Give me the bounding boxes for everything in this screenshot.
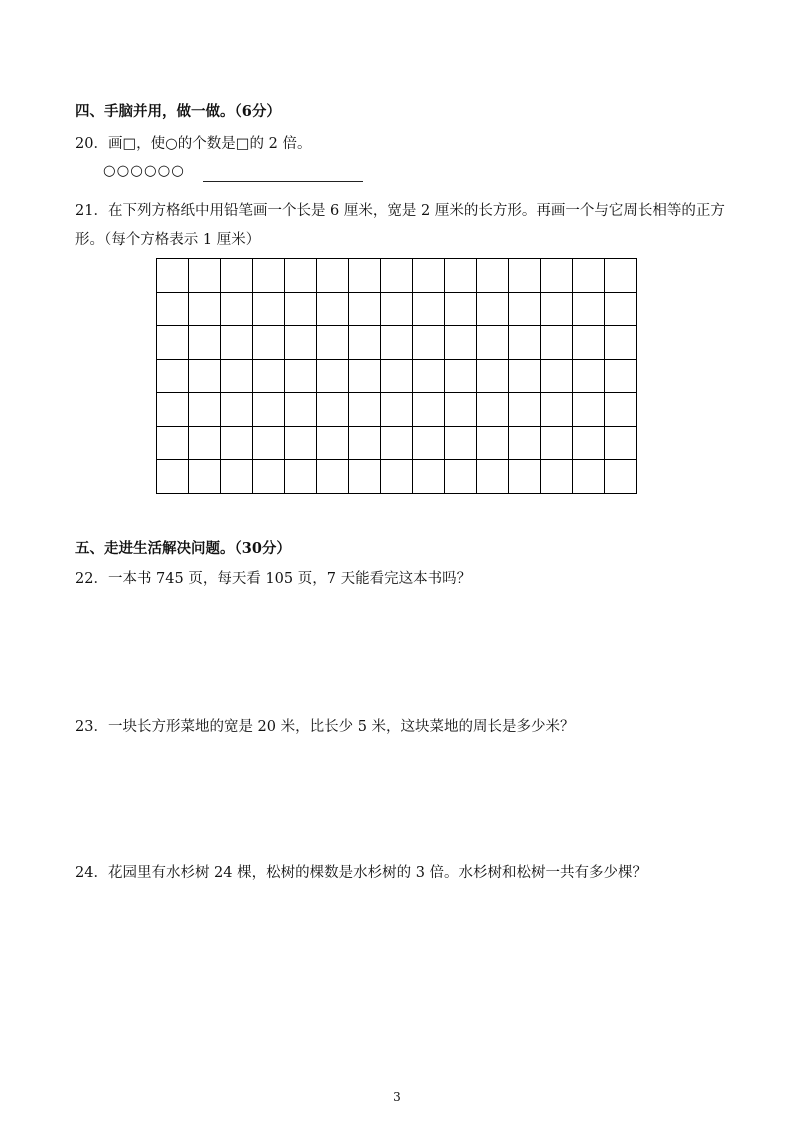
grid-cell[interactable] <box>253 259 285 293</box>
grid-cell[interactable] <box>157 460 189 494</box>
grid-cell[interactable] <box>605 393 637 427</box>
grid-cell[interactable] <box>381 326 413 360</box>
grid-cell[interactable] <box>509 393 541 427</box>
grid-cell[interactable] <box>413 259 445 293</box>
grid-cell[interactable] <box>189 460 221 494</box>
grid-cell[interactable] <box>221 360 253 394</box>
grid-cell[interactable] <box>189 427 221 461</box>
grid-cell[interactable] <box>285 393 317 427</box>
grid-cell[interactable] <box>573 427 605 461</box>
grid-cell[interactable] <box>285 293 317 327</box>
grid-cell[interactable] <box>221 427 253 461</box>
grid-cell[interactable] <box>605 427 637 461</box>
grid-cell[interactable] <box>605 259 637 293</box>
grid-cell[interactable] <box>381 259 413 293</box>
grid-cell[interactable] <box>573 326 605 360</box>
grid-cell[interactable] <box>573 259 605 293</box>
grid-cell[interactable] <box>445 427 477 461</box>
page-number: 3 <box>393 1090 401 1104</box>
grid-cell[interactable] <box>509 293 541 327</box>
grid-cell[interactable] <box>541 460 573 494</box>
grid-cell[interactable] <box>605 460 637 494</box>
grid-cell[interactable] <box>349 460 381 494</box>
grid-cell[interactable] <box>509 360 541 394</box>
grid-cell[interactable] <box>541 427 573 461</box>
section-5-heading: 五、走进生活解决问题。（30分） <box>75 540 291 557</box>
grid-cell[interactable] <box>157 360 189 394</box>
grid-cell[interactable] <box>573 393 605 427</box>
grid-cell[interactable] <box>413 293 445 327</box>
section-4-heading: 四、手脑并用，做一做。（6分） <box>75 103 281 120</box>
grid-cell[interactable] <box>509 259 541 293</box>
grid-cell[interactable] <box>349 427 381 461</box>
grid-cell[interactable] <box>349 360 381 394</box>
grid-cell[interactable] <box>285 259 317 293</box>
grid-cell[interactable] <box>509 427 541 461</box>
grid-cell[interactable] <box>573 360 605 394</box>
grid-cell[interactable] <box>285 360 317 394</box>
grid-cell[interactable] <box>381 427 413 461</box>
grid-cell[interactable] <box>413 427 445 461</box>
grid-cell[interactable] <box>541 393 573 427</box>
grid-cell[interactable] <box>381 360 413 394</box>
grid-cell[interactable] <box>605 293 637 327</box>
grid-cell[interactable] <box>253 460 285 494</box>
grid-cell[interactable] <box>349 393 381 427</box>
grid-cell[interactable] <box>381 393 413 427</box>
grid-cell[interactable] <box>253 427 285 461</box>
question-20: 20．画□，使○的个数是□的 2 倍。 <box>75 136 312 152</box>
question-21: 21．在下列方格纸中用铅笔画一个长是 6 厘米，宽是 2 厘米的长方形。再画一个与它周长相等的正方形。（每个方格表示 1 厘米） <box>75 203 725 248</box>
grid-cell[interactable] <box>413 326 445 360</box>
grid-cell[interactable] <box>189 393 221 427</box>
grid-cell[interactable] <box>605 326 637 360</box>
question-23: 23．一块长方形菜地的宽是 20 米，比长少 5 米，这块菜地的周长是多少米？ <box>75 719 575 735</box>
grid-cell[interactable] <box>253 326 285 360</box>
grid-cell[interactable] <box>477 259 509 293</box>
grid-cell[interactable] <box>413 460 445 494</box>
grid-cell[interactable] <box>413 360 445 394</box>
grid-cell[interactable] <box>221 326 253 360</box>
grid-cell[interactable] <box>317 360 349 394</box>
grid-cell[interactable] <box>221 460 253 494</box>
grid-cell[interactable] <box>349 326 381 360</box>
grid-cell[interactable] <box>445 259 477 293</box>
grid-cell[interactable] <box>445 360 477 394</box>
grid-cell[interactable] <box>477 393 509 427</box>
grid-cell[interactable] <box>573 460 605 494</box>
grid-cell[interactable] <box>317 326 349 360</box>
grid-cell[interactable] <box>221 259 253 293</box>
grid-cell[interactable] <box>381 460 413 494</box>
grid-cell[interactable] <box>221 393 253 427</box>
grid-cell[interactable] <box>477 293 509 327</box>
grid-cell[interactable] <box>349 259 381 293</box>
grid-cell[interactable] <box>509 326 541 360</box>
grid-cell[interactable] <box>157 393 189 427</box>
grid-cell[interactable] <box>157 259 189 293</box>
grid-cell[interactable] <box>285 460 317 494</box>
grid-cell[interactable] <box>445 460 477 494</box>
grid-cell[interactable] <box>413 393 445 427</box>
grid-cell[interactable] <box>445 293 477 327</box>
grid-cell[interactable] <box>541 293 573 327</box>
grid-cell[interactable] <box>541 259 573 293</box>
grid-cell[interactable] <box>285 326 317 360</box>
grid-cell[interactable] <box>189 326 221 360</box>
grid-cell[interactable] <box>253 393 285 427</box>
grid-cell[interactable] <box>157 326 189 360</box>
grid-cell[interactable] <box>605 360 637 394</box>
grid-cell[interactable] <box>477 360 509 394</box>
question-22: 22．一本书 745 页，每天看 105 页，7 天能看完这本书吗？ <box>75 571 472 587</box>
grid-cell[interactable] <box>317 293 349 327</box>
grid-cell[interactable] <box>157 427 189 461</box>
grid-cell[interactable] <box>189 360 221 394</box>
grid-cell[interactable] <box>317 393 349 427</box>
grid-cell[interactable] <box>541 360 573 394</box>
grid-cell[interactable] <box>381 293 413 327</box>
grid-cell[interactable] <box>509 460 541 494</box>
grid-paper[interactable] <box>156 258 637 494</box>
grid-cell[interactable] <box>541 326 573 360</box>
grid-cell[interactable] <box>477 427 509 461</box>
grid-cell[interactable] <box>285 427 317 461</box>
question-24: 24．花园里有水杉树 24 棵，松树的棵数是水杉树的 3 倍。水杉树和松树一共有多少棵？ <box>75 865 648 881</box>
grid-cell[interactable] <box>477 326 509 360</box>
grid-cell[interactable] <box>317 427 349 461</box>
grid-cell[interactable] <box>445 393 477 427</box>
grid-cell[interactable] <box>317 460 349 494</box>
grid-cell[interactable] <box>157 293 189 327</box>
grid-cell[interactable] <box>573 293 605 327</box>
question-20-circles: ○○○○○○ <box>103 163 185 179</box>
grid-cell[interactable] <box>253 293 285 327</box>
question-20-answer-line[interactable] <box>203 181 363 182</box>
grid-cell[interactable] <box>317 259 349 293</box>
grid-cell[interactable] <box>221 293 253 327</box>
grid-cell[interactable] <box>253 360 285 394</box>
grid-cell[interactable] <box>189 259 221 293</box>
grid-cell[interactable] <box>445 326 477 360</box>
grid-cell[interactable] <box>477 460 509 494</box>
grid-cell[interactable] <box>349 293 381 327</box>
grid-cell[interactable] <box>189 293 221 327</box>
